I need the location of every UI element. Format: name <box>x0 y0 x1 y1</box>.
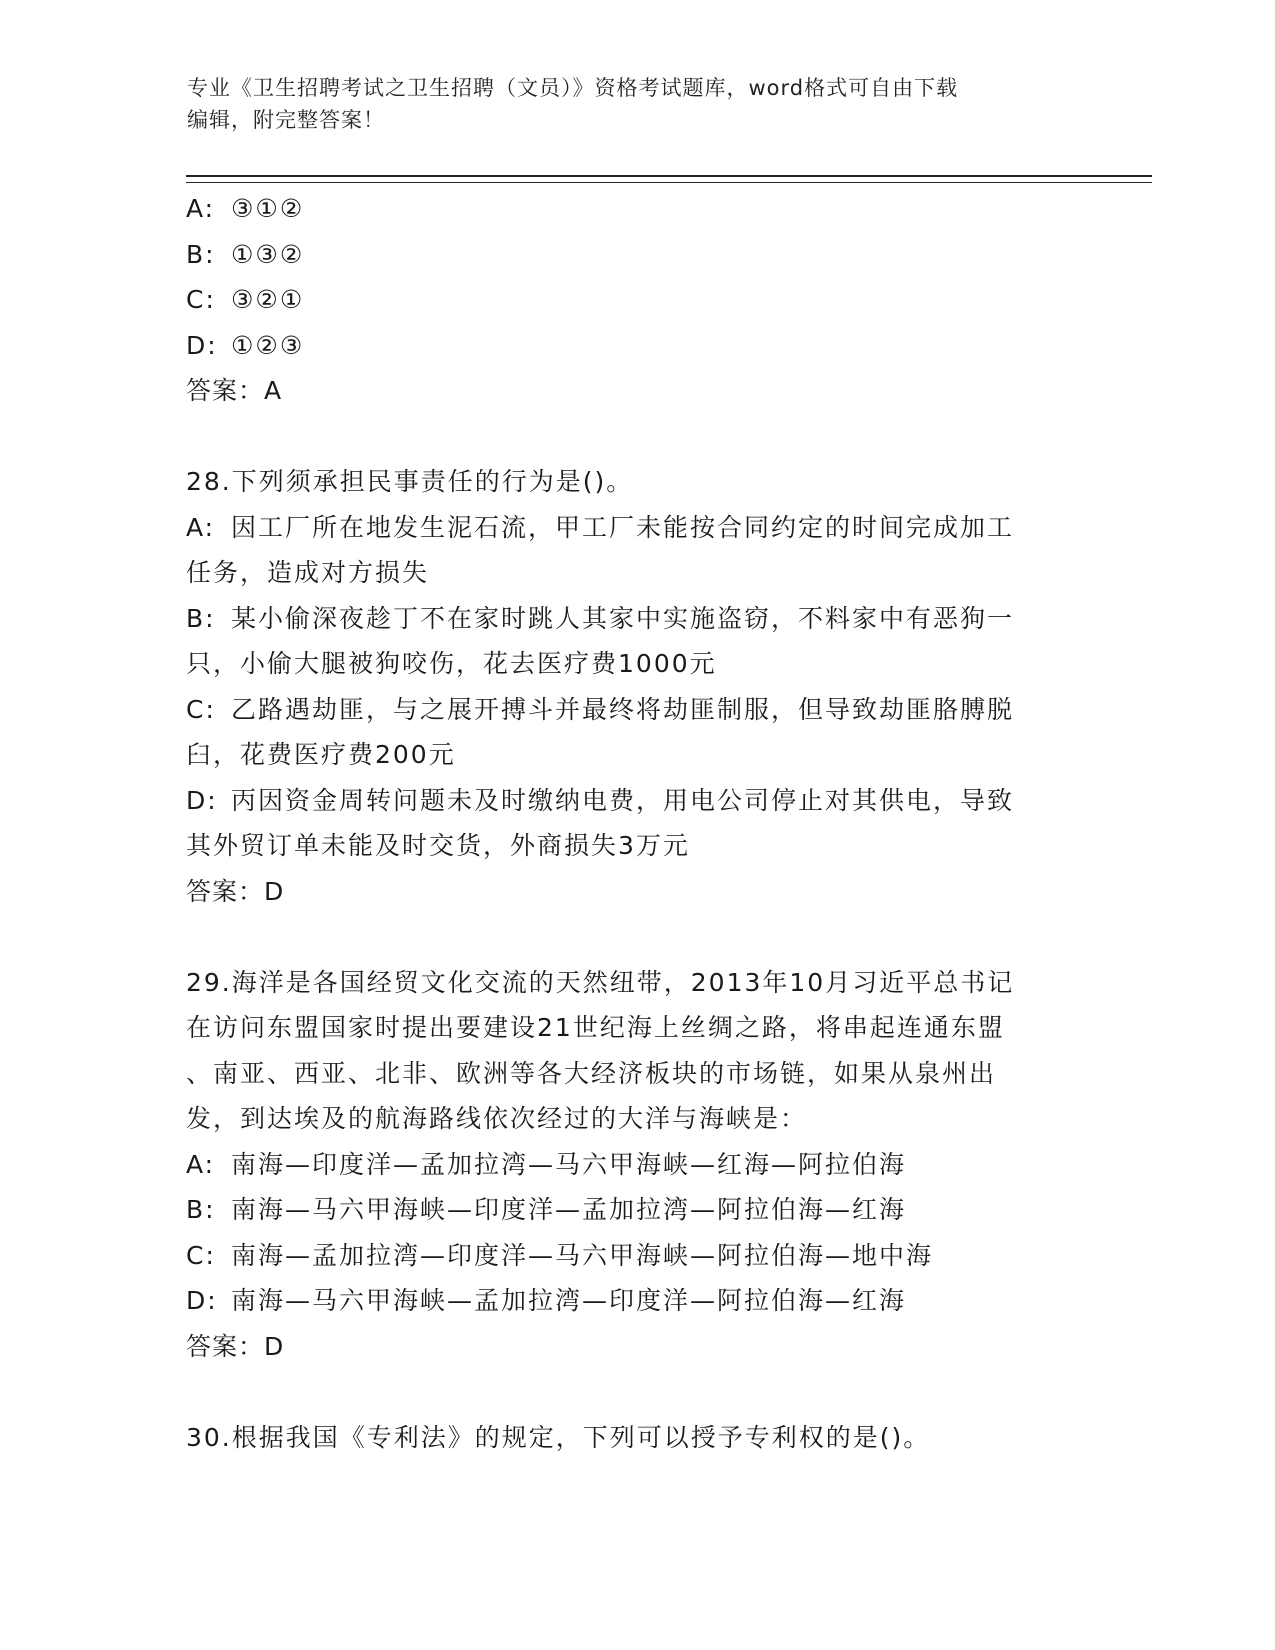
question-29-stem-line-1: 29.海洋是各国经贸文化交流的天然纽带，2013年10月习近平总书记 <box>186 967 1015 997</box>
option-text: 南海—马六甲海峡—印度洋—孟加拉湾—阿拉伯海—红海 <box>231 1195 907 1224</box>
option-b <box>186 1187 1086 1233</box>
option-text: 南海—印度洋—孟加拉湾—马六甲海峡—红海—阿拉伯海 <box>231 1149 907 1179</box>
option-text: 因工厂所在地发生泥石流，甲工厂未能按合同约定的时间完成加工 <box>231 512 1015 542</box>
option-c-line-2: 臼，花费医疗费200元 <box>186 740 456 769</box>
option-label: D: <box>186 785 218 815</box>
answer-27: 答案：A <box>186 376 283 405</box>
option-text: ①③② <box>231 239 305 269</box>
option-c-line-1 <box>186 687 1086 733</box>
option-text: 某小偷深夜趁丁不在家时跳人其家中实施盗窃，不料家中有恶狗一 <box>231 603 1015 633</box>
option-label: C: <box>186 1240 216 1270</box>
option-label: A: <box>186 194 216 223</box>
question-29-stem-line-4: 发，到达埃及的航海路线依次经过的大洋与海峡是： <box>186 1104 808 1133</box>
spacer <box>186 414 1086 460</box>
option-a <box>186 1142 1086 1188</box>
option-d-line-1 <box>186 778 1086 824</box>
option-text: 乙路遇劫匪，与之展开搏斗并最终将劫匪制服，但导致劫匪胳膊脱 <box>231 694 1015 724</box>
question-30 <box>186 1415 1086 1461</box>
option-c <box>186 277 1086 323</box>
option-b-line-1 <box>186 596 1086 642</box>
option-label: B: <box>186 603 216 633</box>
question-29 <box>186 960 1086 1370</box>
question-30-stem: 30.根据我国《专利法》的规定，下列可以授予专利权的是()。 <box>186 1422 931 1452</box>
answer-28: 答案：D <box>186 876 285 906</box>
option-a-line-2: 任务，造成对方损失 <box>186 558 430 587</box>
option-label: C: <box>186 285 216 314</box>
option-c <box>186 1233 1086 1279</box>
spacer <box>186 914 1086 960</box>
spacer <box>186 1369 1086 1415</box>
option-b-line-2: 只，小偷大腿被狗咬伤，花去医疗费1000元 <box>186 649 717 678</box>
page-header <box>187 72 1087 136</box>
option-text: ③②① <box>231 285 305 314</box>
option-label: A: <box>186 512 216 542</box>
question-29-stem-line-2: 在访问东盟国家时提出要建设21世纪海上丝绸之路，将串起连通东盟 <box>186 1013 1005 1042</box>
question-27-options <box>186 186 1086 414</box>
option-label: B: <box>186 239 216 269</box>
question-content <box>186 186 1086 1460</box>
option-d <box>186 1278 1086 1324</box>
option-label: A: <box>186 1149 216 1179</box>
option-d <box>186 323 1086 369</box>
option-text: ①②③ <box>231 330 305 360</box>
option-a <box>186 186 1086 232</box>
option-label: D: <box>186 330 218 360</box>
question-28-stem: 28.下列须承担民事责任的行为是()。 <box>186 467 634 496</box>
header-title-line-2: 编辑，附完整答案！ <box>187 108 385 132</box>
option-d-line-2: 其外贸订单未能及时交货，外商损失3万元 <box>186 831 690 860</box>
header-title-line-1: 专业《卫生招聘考试之卫生招聘（文员）》资格考试题库，word格式可自由下载 <box>187 76 959 100</box>
option-a-line-1 <box>186 505 1086 551</box>
option-text: 南海—马六甲海峡—孟加拉湾—印度洋—阿拉伯海—红海 <box>231 1286 907 1315</box>
option-text: ③①② <box>231 194 305 223</box>
option-label: C: <box>186 694 216 724</box>
option-b <box>186 232 1086 278</box>
question-29-stem-line-3: 、南亚、西亚、北非、欧洲等各大经济板块的市场链，如果从泉州出 <box>186 1058 997 1088</box>
option-label: D: <box>186 1286 218 1315</box>
header-divider <box>186 175 1152 183</box>
question-28 <box>186 459 1086 914</box>
option-text: 南海—孟加拉湾—印度洋—马六甲海峡—阿拉伯海—地中海 <box>231 1240 934 1270</box>
option-text: 丙因资金周转问题未及时缴纳电费，用电公司停止对其供电，导致 <box>231 785 1015 815</box>
option-label: B: <box>186 1195 216 1224</box>
answer-29: 答案：D <box>186 1331 285 1361</box>
